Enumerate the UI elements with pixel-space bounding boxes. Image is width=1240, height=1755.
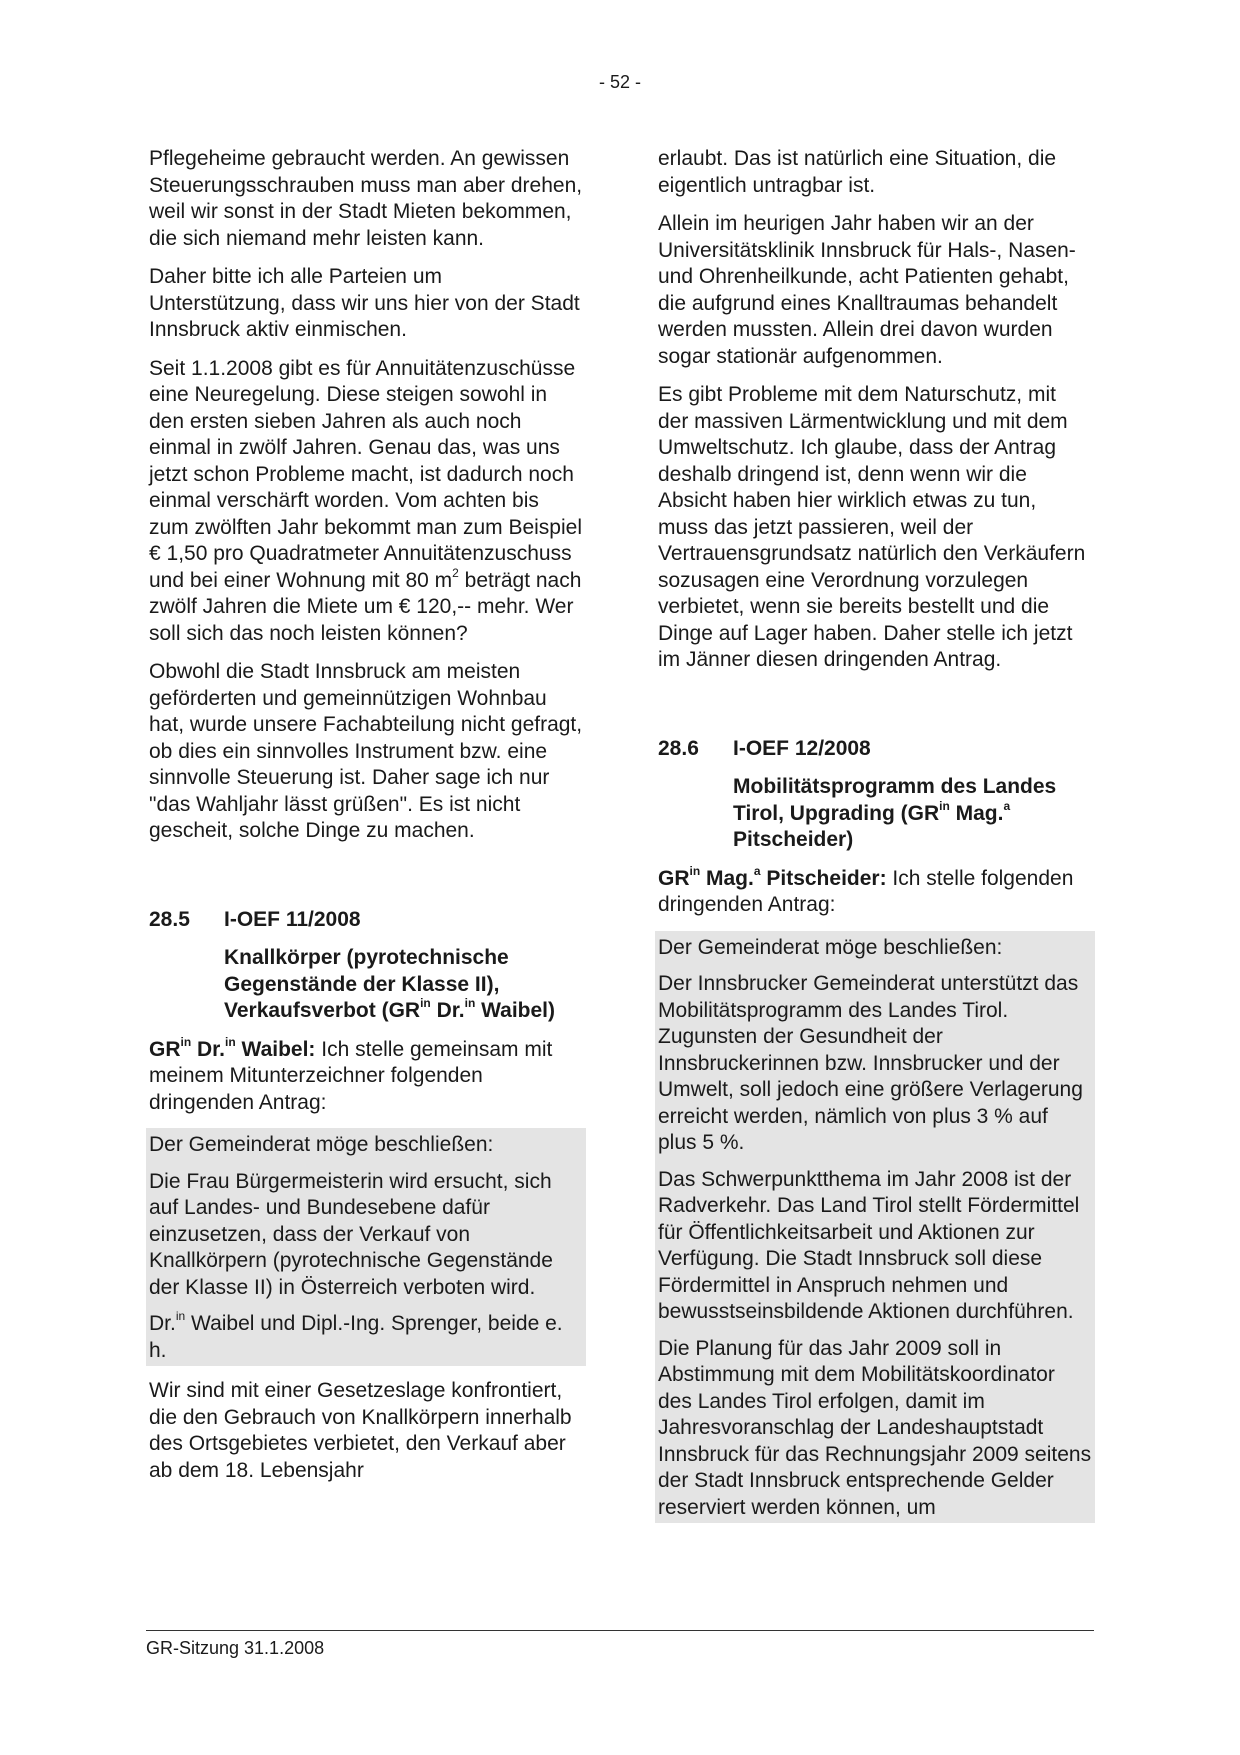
title-text: Waibel) [475,999,556,1022]
speaker-name [149,1034,316,1061]
motion-text: Das Schwerpunktthema im Jahr 2008 ist der Radverkehr. Das Land Tirol stellt Fördermittel für Öffentlichkeitsarbeit und Aktionen zur Verfügung. Die Stadt Innsbruck soll diese Fördermittel in Anspruch nehmen und bewusstseinsbildende Aktionen durchführen. [658,1167,1080,1323]
paragraph: Es gibt Probleme mit dem Naturschutz, mit der massiven Lärmentwicklung und mit dem Umweltschutz. Ich glaube, dass der Antrag deshalb dringend ist, denn wenn wir die Absicht haben hier wirklich etwas zu tun, muss das jetzt passieren, weil der Vertrauensgrundsatz natürlich den Verkäufern sozusagen eine Verordnung vorzulegen verbietet, wenn sie bereits bestellt und die Dinge auf Lager haben. Daher stelle ich jetzt im Jänner diesen dringenden Antrag. [658,383,1086,671]
paragraph: Wir sind mit einer Gesetzeslage konfrontiert, die den Gebrauch von Knallkörpern innerhalb des Ortsgebietes verbietet, den Verkauf aber ab dem 18. Lebensjahr [149,1379,572,1482]
section-code: I-OEF 11/2008 [224,907,361,931]
right-column [655,146,1095,1535]
superscript: in [420,996,431,1010]
speaker-text: Pitscheider: [760,866,887,890]
title-text: Mag. [949,801,1004,825]
page-number: - 52 - [598,72,641,92]
superscript: a [753,863,761,878]
speaker-text: GR [149,1037,181,1061]
speaker-name [658,863,887,890]
superscript: in [689,863,701,878]
speaker-statement [655,863,1095,919]
motion-intro: Der Gemeinderat möge beschließen: [149,1133,494,1156]
statement-text: Ich stelle folgenden dringenden Antrag: [658,866,1074,916]
section-spacer [146,857,586,907]
footer-divider [146,1630,1094,1631]
footer-session-label: GR-Sitzung 31.1.2008 [146,1638,325,1658]
motion-box [655,931,1095,1524]
speaker-statement [146,1034,586,1117]
superscript: a [1003,798,1011,813]
signers-text: Dr. [149,1312,176,1335]
superscript: in [225,1034,236,1049]
section-title-28-5 [146,945,586,1025]
speaker-text: Mag. [700,866,754,890]
motion-box [146,1128,586,1366]
superscript: in [180,1034,192,1049]
paragraph-text: beträgt nach zwölf Jahren die Miete um € 120,-- mehr. Wer soll sich das noch leisten können? [149,568,582,645]
title-text: Dr. [430,999,465,1022]
section-number: 28.5 [149,907,190,931]
left-column [146,146,586,1496]
section-heading-28-5 [146,907,586,934]
superscript: 2 [452,565,459,580]
superscript: in [175,1309,186,1323]
motion-intro: Der Gemeinderat möge beschließen: [658,935,1003,959]
section-spacer [655,686,1095,736]
motion-text: Die Planung für das Jahr 2009 soll in Abstimmung mit dem Mobilitätskoordinator des Landes Tirol erfolgen, damit im Jahresvoranschlag der Landeshauptstadt Innsbruck für das Rechnungsjahr 2009 seitens der Stadt Innsbruck entsprechende Gelder reserviert werden können, um [658,1336,1092,1519]
title-text: Mobilitätsprogramm des Landes Tirol, Upgrading (GR [733,775,1057,825]
superscript: in [939,798,950,813]
title-text: Knallkörper (pyrotechnische Gegenstände der Klasse II), Verkaufsverbot (GR [224,946,509,1022]
section-number: 28.6 [658,736,699,760]
signers-text: Waibel und Dipl.-Ing. Sprenger, beide e. h. [149,1312,563,1362]
motion-text: Der Innsbrucker Gemeinderat unterstützt das Mobilitätsprogramm des Landes Tirol. Zugunsten der Gesundheit der Innsbruckerinnen bzw. Innsbrucker und der Umwelt, soll jedoch eine größere Verlagerung erreicht werden, nämlich von plus 3 % auf plus 5 %. [658,972,1083,1154]
paragraph: Daher bitte ich alle Parteien um Unterstützung, dass wir uns hier von der Stadt Innsbruck aktiv einmischen. [149,265,580,341]
superscript: in [464,996,476,1010]
section-title-28-6 [655,774,1095,854]
statement-text: Ich stelle gemeinsam mit meinem Mitunterzeichner folgenden dringenden Antrag: [149,1037,553,1114]
speaker-text: GR [658,866,690,890]
motion-text: Die Frau Bürgermeisterin wird ersucht, sich auf Landes- und Bundesebene dafür einzusetzen, dass der Verkauf von Knallkörpern (pyrotechnische Gegenstände der Klasse II) in Österreich verboten wird. [149,1169,553,1299]
paragraph: Allein im heurigen Jahr haben wir an der Universitätsklinik Innsbruck für Hals-, Nasen- und Ohrenheilkunde, acht Patienten gehabt, die aufgrund eines Knalltraumas behandelt werden mussten. Allein drei davon wurden sogar stationär aufgenommen. [658,212,1076,368]
paragraph-text: Seit 1.1.2008 gibt es für Annuitätenzuschüsse eine Neuregelung. Diese steigen sowohl in den ersten sieben Jahren als auch noch einmal in zwölf Jahren. Genau das, was uns jetzt schon Probleme macht, ist dadurch noch einmal verschärft worden. Vom achten bis zum zwölften Jahr bekommt man zum Beispiel € 1,50 pro Quadratmeter Annuitätenzuschuss und bei einer Wohnung mit 80 m [149,356,582,592]
paragraph: Pflegeheime gebraucht werden. An gewissen Steuerungsschrauben muss man aber drehen, weil wir sonst in der Stadt Mieten bekommen, die sich niemand mehr leisten kann. [149,147,583,250]
section-heading-28-6 [655,736,1095,763]
paragraph [146,356,586,648]
speaker-text: Waibel: [235,1037,316,1061]
paragraph: erlaubt. Das ist natürlich eine Situation, die eigentlich untragbar ist. [658,147,1057,197]
speaker-text: Dr. [191,1037,226,1061]
section-code: I-OEF 12/2008 [733,736,871,760]
motion-signers [146,1311,586,1366]
paragraph: Obwohl die Stadt Innsbruck am meisten geförderten und gemeinnützigen Wohnbau hat, wurde unsere Fachabteilung nicht gefragt, ob dies ein sinnvolles Instrument bzw. eine sinnvolle Steuerung ist. Daher sage ich nur "das Wahljahr lässt grüßen". Es ist nicht gescheit, solche Dinge zu machen. [149,660,583,842]
title-text: Pitscheider) [733,828,854,851]
